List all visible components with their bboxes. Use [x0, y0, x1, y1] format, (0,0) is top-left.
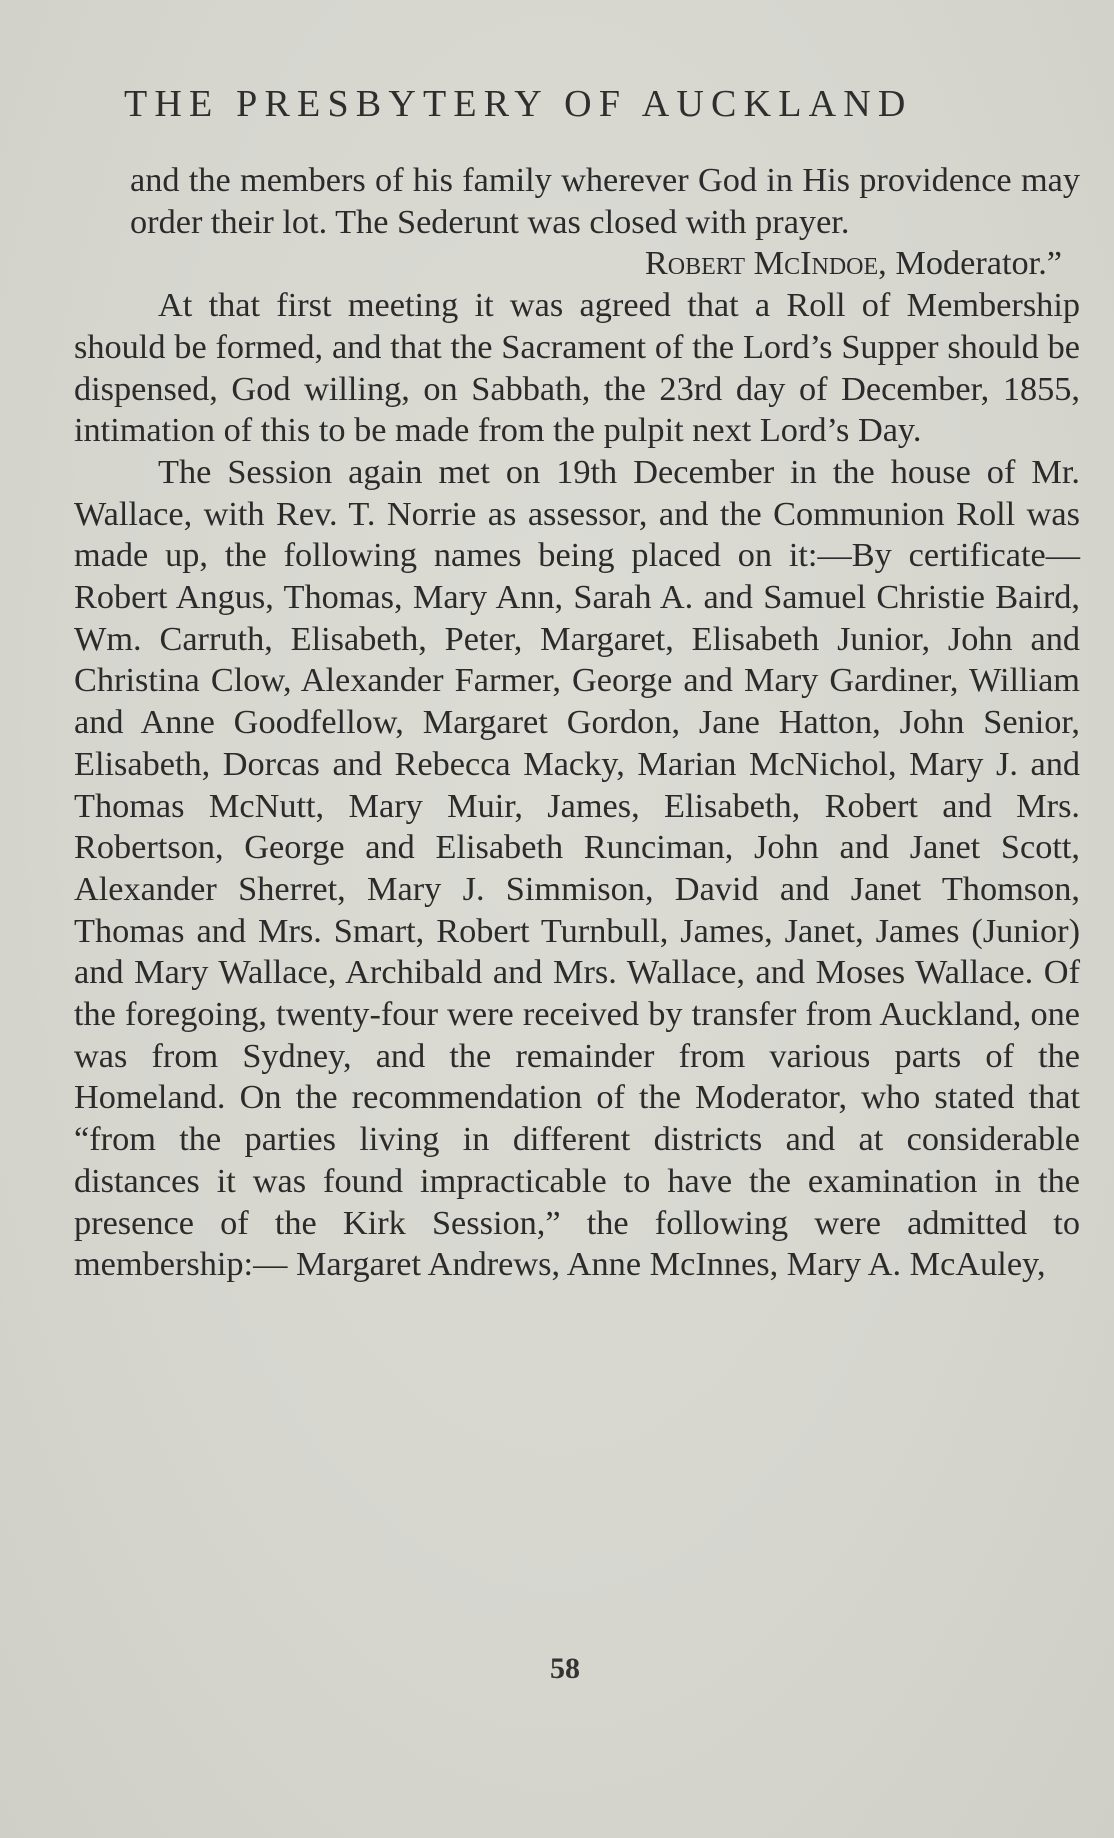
continuation-paragraph: and the members of his family wherever God in His providence may order their lot. The Sederunt was closed with prayer.	[130, 161, 1080, 241]
paragraph-first-meeting: At that first meeting it was agreed that a Roll of Membership should be formed, and that the Sacrament of the Lord’s Supper should be dispensed, God willing, on Sabbath, the 23rd day of December, 1855, intimation of this to be made from the pulpit next Lord’s Day.	[74, 286, 1080, 450]
page-number: 58	[550, 1652, 580, 1685]
moderator-signature	[74, 243, 1080, 285]
signature-name: Robert McIndoe,	[644, 244, 887, 283]
paragraph-communion-roll: The Session again met on 19th December in the house of Mr. Wallace, with Rev. T. Norrie as assessor, and the Communion Roll was made up, the following names being placed on it:—By certificate—Robert Angus, Thomas, Mary Ann, Sarah A. and Samuel Christie Baird, Wm. Carruth, Elisabeth, Peter, Margaret, Elisabeth Junior, John and Christina Clow, Alexander Farmer, George and Mary Gardiner, William and Anne Goodfellow, Margaret Gordon, Jane Hatton, John Senior, Elisabeth, Dorcas and Rebecca Macky, Marian McNichol, Mary J. and Thomas McNutt, Mary Muir, James, Elisabeth, Robert and Mrs. Robertson, George and Elisabeth Runciman, John and Janet Scott, Alexander Sherret, Mary J. Simmison, David and Janet Thomson, Thomas and Mrs. Smart, Robert Turnbull, James, Janet, James (Junior) and Mary Wallace, Archibald and Mrs. Wallace, and Moses Wallace. Of the foregoing, twenty-four were received by transfer from Auckland, one was from Sydney, and the remainder from various parts of the Homeland. On the recommendation of the Moderator, who stated that “from the parties living in different districts and at considerable distances it was found impracticable to have the examination in the presence of the Kirk Session,” the following were admitted to membership:— Margaret Andrews, Anne McInnes, Mary A. McAuley,	[74, 452, 1080, 1284]
running-head: THE PRESBYTERY OF AUCKLAND	[124, 83, 913, 125]
signature-title: Moderator.”	[895, 244, 1062, 283]
body-text	[74, 160, 1080, 1286]
